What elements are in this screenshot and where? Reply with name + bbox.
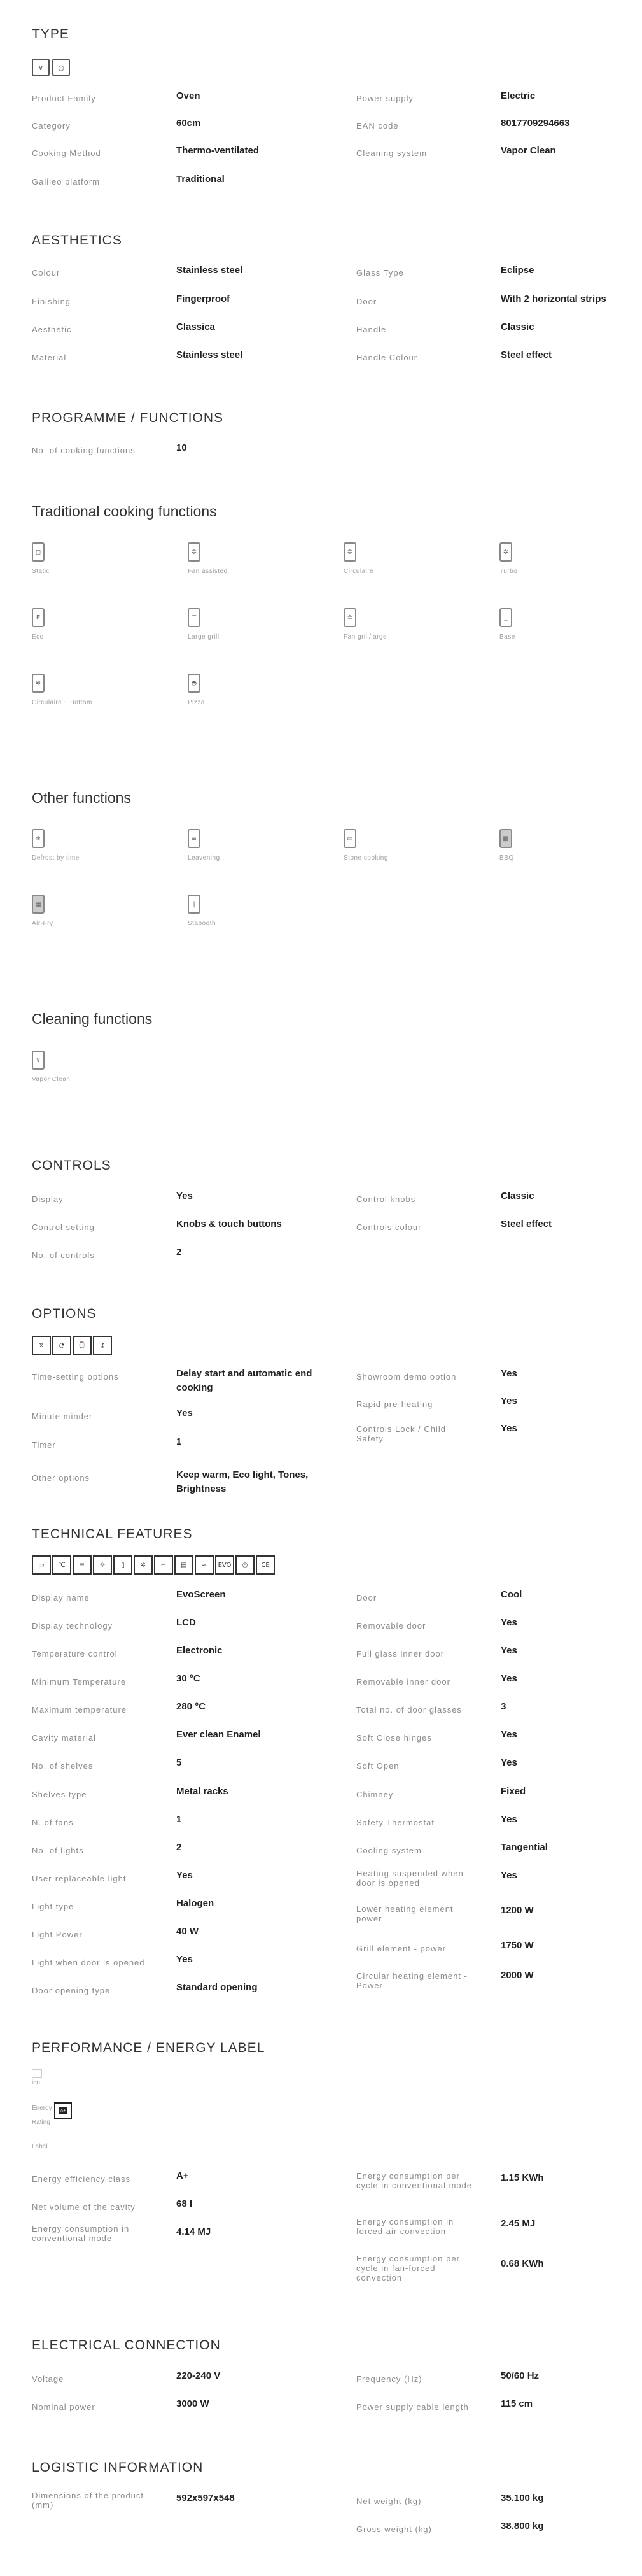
spec-value: 1200 W	[501, 1905, 534, 1916]
spec-label: Colour	[32, 268, 60, 278]
spec-value: Yes	[501, 1729, 517, 1740]
spec-value: 2	[176, 1247, 182, 1257]
spec-label: Handle	[356, 325, 387, 334]
spec-label: Heating suspended when door is opened	[356, 1869, 464, 1888]
spec-value: Ever clean Enamel	[176, 1729, 261, 1740]
spec-value: Steel effect	[501, 350, 552, 360]
function-item	[32, 1051, 134, 1083]
spec-value: Yes	[501, 1757, 517, 1768]
spec-value: Cool	[501, 1589, 522, 1600]
thermometer-icon: ℃	[52, 1555, 71, 1575]
spec-value: 5	[176, 1757, 182, 1768]
spec-label: Removable door	[356, 1621, 426, 1631]
fan-grill-icon: ✲	[344, 608, 356, 627]
spec-value: 4.14 MJ	[176, 2226, 211, 2237]
glass-icon: ▤	[174, 1555, 193, 1575]
display-icon: ▭	[32, 1555, 51, 1575]
spec-value: 2.45 MJ	[501, 2218, 536, 2229]
spec-label: User-replaceable light	[32, 1874, 127, 1883]
energy-badge-text: A+	[59, 2107, 68, 2114]
spec-value: LCD	[176, 1617, 196, 1628]
spec-label: Showroom demo option	[356, 1372, 457, 1382]
spec-label: Control setting	[32, 1222, 95, 1232]
function-label: Stone cooking	[344, 854, 388, 861]
spec-label: Cooling system	[356, 1846, 422, 1855]
spec-value: Yes	[501, 1870, 517, 1881]
spec-label: Soft Open	[356, 1761, 400, 1771]
spec-value: 3000 W	[176, 2398, 209, 2409]
spec-label: Aesthetic	[32, 325, 72, 334]
function-label: Vapor Clean	[32, 1076, 71, 1083]
spec-label: Material	[32, 353, 67, 362]
spec-value: Metal racks	[176, 1786, 228, 1797]
spec-label: No. of lights	[32, 1846, 84, 1855]
function-item	[32, 829, 134, 861]
ce-mark-icon: CE	[256, 1555, 275, 1575]
spec-label: Light Power	[32, 1930, 83, 1939]
function-label: Circulaire + Bottom	[32, 699, 92, 706]
spec-label: Safety Thermostat	[356, 1818, 435, 1827]
spec-label: Display name	[32, 1593, 90, 1603]
spec-value: Eclipse	[501, 265, 534, 276]
spec-label: Light when door is opened	[32, 1958, 145, 1967]
spec-value: With 2 horizontal strips	[501, 294, 606, 304]
spec-label: Cooking Method	[32, 148, 101, 158]
spec-label: No. of controls	[32, 1250, 95, 1260]
spec-label: No. of cooking functions	[32, 446, 136, 455]
fan-assisted-icon: ✲	[188, 542, 200, 562]
spec-value: 50/60 Hz	[501, 2370, 540, 2381]
hinge-icon: ⌐	[154, 1555, 173, 1575]
spec-value: Yes	[501, 1423, 517, 1434]
spec-label: Soft Close hinges	[356, 1733, 432, 1743]
spec-label: Glass Type	[356, 268, 404, 278]
spec-value: 8017709294663	[501, 118, 570, 129]
energy-image-alt: ico	[32, 2079, 40, 2086]
spec-value: Oven	[176, 90, 200, 101]
spec-label: No. of shelves	[32, 1761, 94, 1771]
spec-value: Electric	[501, 90, 536, 101]
eco-light-icon: ◎	[235, 1555, 255, 1575]
spec-label: Minimum Temperature	[32, 1677, 127, 1687]
light-icon: ☼	[93, 1555, 112, 1575]
spec-value: Yes	[501, 1368, 517, 1379]
spec-label: Galileo platform	[32, 177, 101, 187]
function-item	[344, 608, 445, 640]
controls-title: CONTROLS	[32, 1158, 111, 1173]
technical-title: TECHNICAL FEATURES	[32, 1527, 193, 1541]
function-item	[499, 542, 601, 575]
spec-label: Dimensions of the product (mm)	[32, 2491, 144, 2510]
spec-value: 38.800 kg	[501, 2521, 544, 2531]
spec-label: Energy consumption in conventional mode	[32, 2224, 130, 2243]
function-item	[32, 542, 134, 575]
spec-label: Cleaning system	[356, 148, 428, 158]
door-icon: ▯	[113, 1555, 132, 1575]
spec-label: Timer	[32, 1440, 56, 1450]
spec-value: Fixed	[501, 1786, 526, 1797]
spec-label: Energy consumption in forced air convection	[356, 2217, 454, 2236]
spec-value: Stainless steel	[176, 265, 243, 276]
spec-label: Minute minder	[32, 1412, 93, 1421]
function-label: Stabooth	[188, 920, 216, 927]
spec-value: Yes	[501, 1645, 517, 1656]
spec-value: Tangential	[501, 1842, 548, 1853]
spec-value: 1.15 KWh	[501, 2172, 544, 2183]
spec-label: Total no. of door glasses	[356, 1705, 462, 1715]
spec-label: Light type	[32, 1902, 74, 1911]
base-icon: _	[499, 608, 512, 627]
function-item	[188, 674, 290, 706]
spec-value: Steel effect	[501, 1219, 552, 1229]
performance-title: PERFORMANCE / ENERGY LABEL	[32, 2041, 265, 2055]
function-label: Fan grill/large	[344, 633, 387, 640]
spec-value: 115 cm	[501, 2398, 533, 2409]
spec-value: Yes	[501, 1673, 517, 1684]
spec-value: 2	[176, 1842, 182, 1853]
spec-value: 68 l	[176, 2198, 193, 2209]
spec-value: Yes	[176, 1954, 193, 1965]
minute-minder-icon: ◔	[52, 1336, 71, 1355]
spec-value: 0.68 KWh	[501, 2258, 544, 2269]
function-item	[188, 608, 290, 640]
spec-value: 1	[176, 1814, 182, 1825]
spec-value: Classic	[501, 322, 534, 332]
shelf-icon: ≡	[73, 1555, 92, 1575]
spec-label: Finishing	[32, 297, 71, 306]
spec-label: Other options	[32, 1473, 90, 1483]
spec-label: Energy consumption per cycle in fan-forced convection	[356, 2254, 460, 2282]
spec-label: Control knobs	[356, 1194, 416, 1204]
spec-value: 60cm	[176, 118, 201, 129]
fan-icon: ✲	[134, 1555, 153, 1575]
function-label: Defrost by time	[32, 854, 80, 861]
spec-value: Traditional	[176, 174, 225, 185]
evo-icon: EVO	[215, 1555, 234, 1575]
label-text: Label	[32, 2143, 48, 2150]
spec-label: Net volume of the cavity	[32, 2202, 136, 2212]
vapor-clean-icon: ◎	[52, 59, 70, 76]
spec-value: 2000 W	[501, 1970, 534, 1981]
defrost-icon: ❄	[32, 829, 45, 848]
energy-rating-badge	[54, 2102, 72, 2119]
spec-value: Standard opening	[176, 1982, 258, 1993]
function-label: Air-Fry	[32, 920, 53, 927]
energy-image-placeholder	[32, 2069, 42, 2078]
static-icon: ◻	[32, 542, 45, 562]
spec-label: Nominal power	[32, 2402, 95, 2412]
function-item	[188, 895, 290, 927]
function-label: BBQ	[499, 854, 514, 861]
spec-value: Knobs & touch buttons	[176, 1219, 282, 1229]
function-item	[344, 829, 445, 861]
spec-label: Product Family	[32, 94, 96, 103]
spec-value: Thermo-ventilated	[176, 145, 260, 156]
spec-label: Door	[356, 1593, 377, 1603]
function-item	[32, 895, 134, 927]
child-lock-icon: ⚷	[93, 1336, 112, 1355]
leavening-icon: ≋	[188, 829, 200, 848]
spec-label: Gross weight (kg)	[356, 2524, 432, 2534]
delay-start-icon: ⧖	[32, 1336, 51, 1355]
electrical-title: ELECTRICAL CONNECTION	[32, 2338, 221, 2353]
technical-icon-row	[32, 1555, 275, 1575]
spec-label: Temperature control	[32, 1649, 118, 1659]
spec-label: Controls colour	[356, 1222, 422, 1232]
air-fry-icon: ▦	[32, 895, 45, 914]
cleaning-functions-title: Cleaning functions	[32, 1010, 153, 1027]
spec-label: Chimney	[356, 1790, 394, 1799]
function-item	[499, 829, 601, 861]
type-title: TYPE	[32, 27, 69, 41]
cooling-icon: ≈	[195, 1555, 214, 1575]
function-label: Circulaire	[344, 568, 374, 575]
spec-value: A+	[176, 2170, 189, 2181]
spec-value: Halogen	[176, 1898, 214, 1909]
spec-value: Yes	[501, 1617, 517, 1628]
rating-text: Rating	[32, 2119, 50, 2126]
spec-value: 592x597x548	[176, 2493, 235, 2503]
spec-value: Classica	[176, 322, 215, 332]
spec-value: Fingerproof	[176, 294, 230, 304]
spec-value: Yes	[501, 1396, 517, 1406]
function-label: Static	[32, 568, 50, 575]
other-functions-title: Other functions	[32, 789, 131, 806]
spec-label: Net weight (kg)	[356, 2496, 422, 2506]
spec-value: 280 °C	[176, 1701, 206, 1712]
function-item	[188, 542, 290, 575]
spec-label: Maximum temperature	[32, 1705, 127, 1715]
spec-value: Yes	[176, 1408, 193, 1419]
function-label: Large grill	[188, 633, 220, 640]
spec-label: Handle Colour	[356, 353, 418, 362]
function-label: Fan assisted	[188, 568, 228, 575]
spec-value: 10	[176, 442, 187, 453]
spec-value: Yes	[176, 1870, 193, 1881]
large-grill-icon: ⌒	[188, 608, 200, 627]
pizza-icon: ◓	[188, 674, 200, 693]
eco-icon: E	[32, 608, 45, 627]
stone-cooking-icon: ▭	[344, 829, 356, 848]
spec-label: Energy efficiency class	[32, 2174, 130, 2184]
function-item	[32, 674, 134, 706]
spec-label: Cavity material	[32, 1733, 96, 1743]
spec-value: 35.100 kg	[501, 2493, 544, 2503]
programme-title: PROGRAMME / FUNCTIONS	[32, 411, 224, 425]
options-title: OPTIONS	[32, 1306, 97, 1321]
spec-value: Keep warm, Eco light, Tones, Brightness	[176, 1469, 309, 1494]
spec-value: 3	[501, 1701, 506, 1712]
spec-label: Power supply	[356, 94, 414, 103]
spec-value: 1	[176, 1436, 182, 1447]
spec-value: 1750 W	[501, 1940, 534, 1951]
vapor-clean-icon: ∨	[32, 1051, 45, 1070]
aesthetics-title: AESTHETICS	[32, 233, 122, 248]
spec-label: Display	[32, 1194, 64, 1204]
function-label: Leavening	[188, 854, 220, 861]
circulaire-icon: ✲	[344, 542, 356, 562]
timer-icon: ⌚	[73, 1336, 92, 1355]
spec-value: 40 W	[176, 1926, 199, 1937]
spec-label: Door	[356, 297, 377, 306]
spec-value: Classic	[501, 1191, 534, 1201]
function-item	[32, 608, 134, 640]
spec-label: Frequency (Hz)	[356, 2374, 422, 2384]
spec-value: Vapor Clean	[501, 145, 556, 156]
spec-label: Shelves type	[32, 1790, 87, 1799]
spec-value: Yes	[176, 1191, 193, 1201]
traditional-functions-title: Traditional cooking functions	[32, 503, 217, 520]
function-label: Pizza	[188, 699, 205, 706]
spec-label: Energy consumption per cycle in conventional mode	[356, 2171, 473, 2190]
spec-value: EvoScreen	[176, 1589, 226, 1600]
function-label: Turbo	[499, 568, 518, 575]
spec-label: Full glass inner door	[356, 1649, 445, 1659]
spec-label: N. of fans	[32, 1818, 74, 1827]
function-item	[499, 608, 601, 640]
turbo-icon: ✲	[499, 542, 512, 562]
function-label: Eco	[32, 633, 44, 640]
oven-icon: ∨	[32, 59, 50, 76]
stabooth-icon: |	[188, 895, 200, 914]
circulaire-bottom-icon: ✲	[32, 674, 45, 693]
function-label: Base	[499, 633, 515, 640]
spec-label: Voltage	[32, 2374, 64, 2384]
logistic-title: LOGISTIC INFORMATION	[32, 2460, 204, 2475]
spec-label: Rapid pre-heating	[356, 1399, 433, 1409]
spec-label: Controls Lock / Child Safety	[356, 1424, 446, 1443]
spec-value: Stainless steel	[176, 350, 243, 360]
spec-label: Circular heating element - Power	[356, 1971, 468, 1990]
function-item	[188, 829, 290, 861]
spec-label: Category	[32, 121, 71, 131]
spec-label: Power supply cable length	[356, 2402, 469, 2412]
spec-label: Door opening type	[32, 1986, 111, 1995]
options-icon-row	[32, 1336, 112, 1355]
spec-value: Delay start and automatic end cooking	[176, 1368, 312, 1393]
spec-value: Electronic	[176, 1645, 223, 1656]
spec-label: Display technology	[32, 1621, 113, 1631]
spec-label: Grill element - power	[356, 1944, 446, 1953]
spec-value: 220-240 V	[176, 2370, 221, 2381]
energy-text: Energy	[32, 2105, 52, 2112]
spec-label: Removable inner door	[356, 1677, 450, 1687]
function-item	[344, 542, 445, 575]
spec-value: 30 °C	[176, 1673, 200, 1684]
spec-label: EAN code	[356, 121, 399, 131]
spec-value: Yes	[501, 1814, 517, 1825]
bbq-icon: ▦	[499, 829, 512, 848]
spec-label: Time-setting options	[32, 1372, 119, 1382]
spec-label: Lower heating element power	[356, 1904, 454, 1923]
